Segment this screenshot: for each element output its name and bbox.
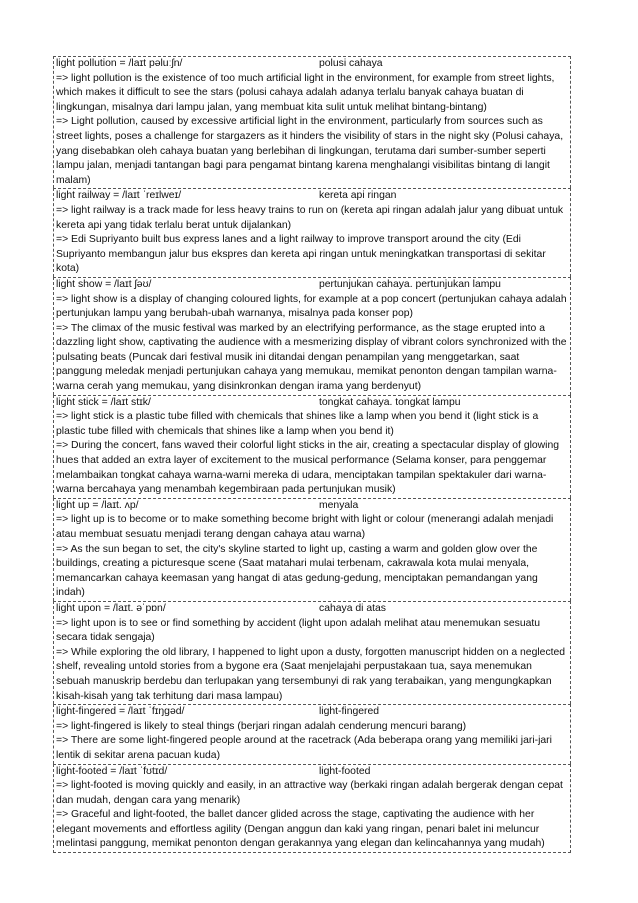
example-text: => There are some light-fingered people around at the racetrack (Ada beberapa orang yang memiliki jari-jari lentik di sekitar arena pacuan kuda) — [56, 735, 552, 761]
term-translation: cahaya di atas — [319, 602, 387, 614]
term-pronunciation: light-footed = /laɪt ˈfʊtɪd/ — [56, 765, 168, 777]
definition-text: => light railway is a track made for less heavy trains to run on (kereta api ringan adalah jalur yang dibuat untuk kereta api yang tidak terlalu berat untuk dijalankan) — [56, 204, 564, 231]
vocab-entry-light-upon — [53, 601, 571, 704]
term-pronunciation: light upon = /laɪt. əˈpɒn/ — [56, 602, 166, 614]
definition-text: => light-fingered is likely to steal things (berjari ringan adalah cenderung mencuri barang) — [56, 720, 467, 732]
term-pronunciation: light pollution = /laɪt pəluːʃn/ — [56, 58, 183, 69]
entry-header — [56, 499, 567, 514]
entry-header — [56, 189, 567, 204]
term-pronunciation: light-fingered = /laɪt ˈfɪŋɡəd/ — [56, 706, 185, 718]
vocab-entry-light-railway — [53, 188, 571, 277]
term-translation: pertunjukan cahaya. pertunjukan lampu — [319, 278, 501, 290]
vocab-entry-light-footed — [53, 764, 571, 854]
definition-text: => light show is a display of changing coloured lights, for example at a pop concert (pertunjukan cahaya adalah pertunjukan lampu yang berubah-ubah warnanya, misalnya pada konser pop) — [56, 293, 567, 320]
vocab-entry-light-pollution — [53, 56, 571, 188]
entry-header — [56, 396, 567, 411]
term-translation: menyala — [319, 499, 359, 511]
entry-header — [56, 765, 567, 780]
term-pronunciation: light railway = /laɪt ˈreɪlweɪ/ — [56, 190, 182, 202]
example-text: => As the sun began to set, the city's skyline started to light up, casting a warm and golden glow over the buildings, creating a picturesque scene (Saat matahari mulai terbenam, cakrawala kota mulai menyala, memancarkan cahaya keemasan yang hangat di atas gedung-gedung, menciptakan pemandangan yang indah) — [56, 543, 538, 599]
vocab-entry-light-up — [53, 498, 571, 601]
vocab-entry-light-show — [53, 277, 571, 395]
example-text: => Graceful and light-footed, the ballet dancer glided across the stage, captivating the audience with her elegant movements and effortless agility (Dengan anggun dan kaki yang ringan, penari balet ini meluncur melintasi panggung, memikat penonton dengan gerakannya yang elegan dan kelincahannya yang mudah) — [56, 809, 545, 850]
term-translation: polusi cahaya — [319, 58, 383, 69]
example-text: => Edi Supriyanto built bus express lanes and a light railway to improve transport around the city (Edi Supriyanto membangun jalur bus ekspres dan kereta api ringan untuk meningkatkan transportasi di sekitar kota) — [56, 234, 546, 275]
example-text: => The climax of the music festival was marked by an electrifying performance, as the stage erupted into a dazzling light show, captivating the audience with a mesmerizing display of vibrant colors synchronized with the pulsating beats (Puncak dari festival musik ini ditandai dengan penampilan yang menggetarkan, saat panggung meledak menjadi pertunjukan cahaya yang memukau, memikat penonton dengan tampilan warna-warna cerah yang memukau, yang disinkronkan dengan irama yang berdenyut) — [56, 322, 567, 393]
definition-text: => light upon is to see or find something by accident (light upon adalah melihat atau menemukan sesuatu secara tidak sengaja) — [56, 617, 541, 644]
example-text: => Light pollution, caused by excessive artificial light in the environment, particularly from sources such as street lights, poses a challenge for stargazers as it hinders the visibility of stars in the night sky (Polusi cahaya, yang disebabkan oleh cahaya buatan yang berlebihan di lingkungan, terutama dari sumber-sumber seperti lampu jalan, menjadi tantangan bagi para pengamat bintang karena menghalangi visibilitas bintang di langit malam) — [56, 116, 564, 186]
term-pronunciation: light stick = /laɪt stɪk/ — [56, 396, 151, 408]
term-pronunciation: light show = /laɪt ʃəʊ/ — [56, 278, 152, 290]
definition-text: => light up is to become or to make something become bright with light or colour (menerangi adalah menjadi atau membuat sesuatu menjadi terang dengan cahaya atau warna) — [56, 514, 554, 540]
entry-header — [56, 602, 567, 617]
term-pronunciation: light up = /laɪt. ʌp/ — [56, 499, 139, 511]
vocab-entry-light-fingered — [53, 704, 571, 763]
example-text: => During the concert, fans waved their colorful light sticks in the air, creating a spectacular display of glowing hues that added an extra layer of excitement to the musical performance (Selama konser, para penggemar melambaikan tongkat cahaya warna-warni mereka di udara, menciptakan tampilan spektakuler dari warna-warna bercahaya yang menambah kegembiraan pada pertunjukan musik) — [56, 440, 560, 496]
term-translation: light-fingered — [319, 706, 380, 718]
definition-text: => light-footed is moving quickly and easily, in an attractive way (berkaki ringan adalah bergerak dengan cepat dan mudah, dengan cara yang menarik) — [56, 780, 563, 806]
definition-text: => light pollution is the existence of too much artificial light in the environment, for example from street lights, which makes it difficult to see the stars (polusi cahaya adalah adanya terlalu banyak cahaya buatan di lingkungan, misalnya dari lampu jalan, yang membuat kita sulit untuk melihat bintang-bintang) — [56, 72, 555, 113]
example-text: => While exploring the old library, I happened to light upon a dusty, forgotten manuscript hidden on a neglected shelf, revealing untold stories from a bygone era (Saat menjelajahi perpustakaan tua, saya menemukan sebuah manuskrip berdebu dan terlupakan yang tersembunyi di rak yang terabaikan, yang mengungkapkan kisah-kisah yang tak terhitung dari masa lampau) — [56, 646, 566, 702]
term-translation: tongkat cahaya. tongkat lampu — [319, 396, 461, 408]
term-translation: light-footed — [319, 765, 371, 777]
vocab-entry-light-stick — [53, 395, 571, 498]
entry-header — [56, 278, 567, 293]
entry-header — [56, 705, 567, 720]
definition-text: => light stick is a plastic tube filled with chemicals that shines like a lamp when you bend it (light stick is a plastic tube filled with chemicals that shines like a lamp when you bend it) — [56, 411, 539, 437]
term-translation: kereta api ringan — [319, 190, 397, 202]
vocabulary-table — [53, 56, 571, 853]
entry-header — [56, 57, 567, 72]
